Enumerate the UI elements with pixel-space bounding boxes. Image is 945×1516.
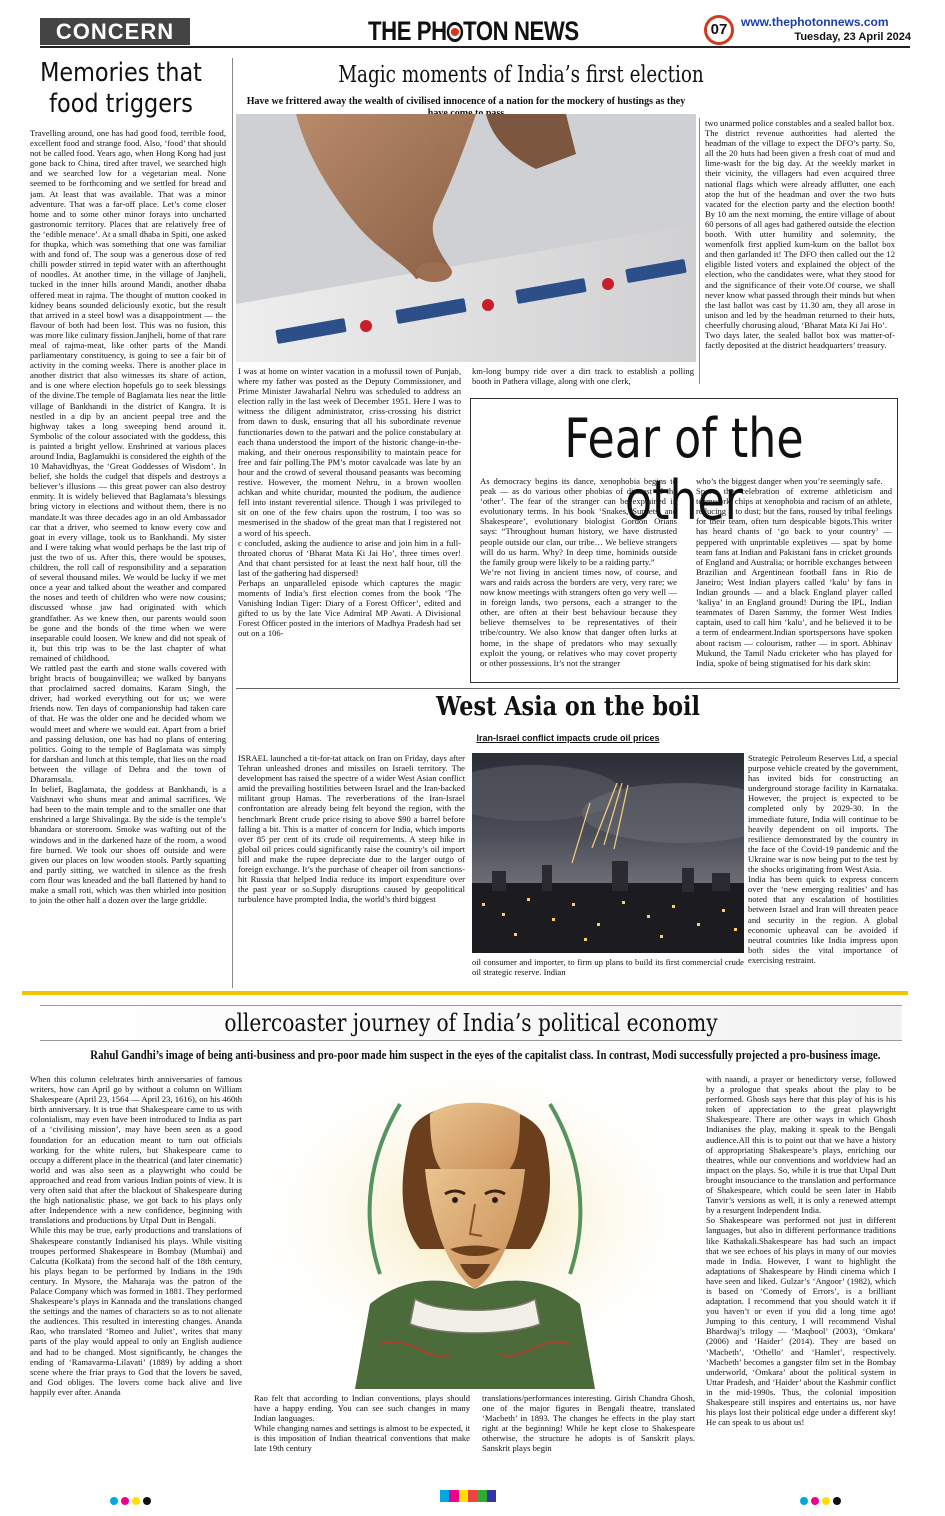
registration-marks-left bbox=[110, 1492, 190, 1502]
page-number-badge: 07 bbox=[704, 15, 734, 45]
shakespeare-portrait-illustration bbox=[250, 1074, 700, 1389]
fear-col1 bbox=[480, 476, 677, 679]
photon-globe-icon bbox=[447, 22, 463, 42]
fear-headline: Fear of the other bbox=[564, 407, 804, 532]
food-headline bbox=[36, 58, 206, 120]
paragraph: Rao felt that according to Indian conventions, plays should have a happy ending. You can see such changes in many Indian languages. bbox=[254, 1393, 470, 1424]
paragraph: km-long bumpy ride over a dirt track to establish a polling booth in Pathera village, along with one clerk, bbox=[472, 366, 694, 387]
paragraph: Travelling around, one has had good food, terrible food, excellent food and strange food. Also, ‘food’ that should not be called food. Years ago, when Hong Kong had just gone back to China, tired after travel, we searched high and we searched low for a vegetarian meal. None seemed to be forthcoming and we settled for bread and jam. At least that was available. That was a minor adventure. That was a far-off place. Let’s come closer home and to some other minor forays into uncharted gastronomic territory. Places that are relatively free of the ‘edible menace’. At a small dhaba in Spiti, one asked for thupka, which was something that one was familiar with and fond of. The soup was a generous dose of red chilli powder stirred in tepid water with an afterthought of noodles. At another time, in the village of Janjheli, tucked in the inner hills around Mandi, another dhaba offered meat in rajma. The thought of mutton cooked in kidney beans sounded deliciously exotic, but the result that arrived in a steel bowl was a disappointment — the flavour of both had been lost. This was no fusion, this was more like culinary fission.Janjheli, home of that rare meal of rajma-meat, like other parts of the Mandi parliamentary constituency, is going to see a fair bit of activity in the coming weeks. There is another place in another district that also witnesses its share of action, and is one where election hopefuls go to seek blessings of the divine.The temple of Baglamata lies near the little village of Bankhandi in the district of Kangra. It is nestled in a dip by an ancient peepal tree and the highway takes a long sweeping bend around it. Symbolic of the colour associated with the goddess, this is painted a bright yellow. Enshrined at various places around India, Baglamukhi is considered the eighth of the 10 Mahavidhyas, the ‘Great Goddesses of Wisdom’. In belief, she holds the cudgel that dispels and destroys a believer’s illusions — this great power can also destroy enmity. It is widely believed that Baglamata’s blessings bring victory in elections and without them, there is no mandate.It was three decades ago in an old Ambassador car that a driver, who seemed to know every cow and goat in every village, took us to Bankhandi. My sister and I were taking what would perhaps be the last trip of just the two of us. After this, there would be spouses, children, the roll call of responsibility and a separation of several thousand miles. We would be lucky if we met once a year and talked about the weather and compared the noses and teeth of children who were now cousins; discussed whose jaw had originated with which grandfather. As we knew then, our parents would soon be gone and the bonds of the time when we were inseparable could loosen. We knew and did not speak of it, but this trip was to be the last chapter of what remained of childhood. bbox=[30, 128, 226, 663]
paragraph: Perhaps an unparalleled episode which captures the magic moments of India’s first election comes from the book ‘The Vanishing Indian Tiger: Diary of a Forest Officer’, edited and gifted to us by the late Vice Admiral MP Awati. A Divisional Forest Officer posted in the interiors of Madhya Pradesh had set out on a 106- bbox=[238, 577, 461, 639]
shakespeare-svg bbox=[250, 1074, 700, 1389]
economy-col3 bbox=[482, 1393, 695, 1475]
economy-col2 bbox=[254, 1393, 470, 1475]
concern-section-label: CONCERN bbox=[40, 18, 190, 45]
economy-col4 bbox=[706, 1074, 896, 1474]
westasia-col1 bbox=[238, 753, 465, 985]
magenta-dot-icon bbox=[121, 1497, 129, 1505]
paragraph: Sport, the celebration of extreme athleticism and teamwork, chips at xenophobia and racism of an athlete, reducing it to dust; but the fans, roused by tribal feelings for their team, often turn despicable bigots.This writer has heard chants of ‘go back to your country’ — peppered with unprintable expletives — spat by home team fans at Indian and Pakistani fans in cricket grounds of England and Australia; or horrible exchanges between Brazilian and Argentinean football fans in Rio de Janeiro; West Indian players called ‘kalu’ by fans in Indian grounds — and a black England player called ‘kaliya’ in an England ground! During the IPL, Indian teammates of Daren Sammy, the former West Indies captain, used to call him ‘kalu’, and he believed it to be a term of endearment.Indian sportspersons have spoken about racism — colourism, rather — in sport. Abhinav Mukund, the Tamil Nadu cricketer who has played for India, spoke of being stigmatised for his dark skin: bbox=[696, 486, 892, 668]
paragraph: When this column celebrates birth anniversaries of famous writers, how can April go by without a column on William Shakespeare (April 23, 1564 — April 23, 1616), on his 460th birth anniversary. It is true that Shakespeare came to us with colonialism, may even have been introduced to India as part of a ‘civilising mission’, may have been seen as a good foundation for an education meant to turn out officials working for the white rulers, but Shakespeare came to occupy a different place in the theatrical (and later cinematic) world and was also seen as a playwright who could be approached and read from various Indian points of view. It is very often said that after the blackout of Shakespeare during the high nationalistic phase, we got back to his plays only after Independence with a new confidence, beginning with translations and productions by Utpal Dutt in Bengali. bbox=[30, 1074, 242, 1226]
black-dot-icon bbox=[833, 1497, 841, 1505]
economy-headline: ollercoaster journey of India’s political economy bbox=[224, 1009, 718, 1037]
paragraph: While changing names and settings is almost to be expected, it is this imposition of Indian theatrical conventions that make late 19th century bbox=[254, 1423, 470, 1454]
yellow-dot-icon bbox=[822, 1497, 830, 1505]
column-divider bbox=[232, 58, 233, 988]
fear-col2 bbox=[696, 476, 892, 679]
issue-date: Tuesday, 23 April 2024 bbox=[794, 31, 911, 43]
masthead-text-post: TON NEWS bbox=[463, 16, 579, 46]
paragraph: translations/performances interesting. Girish Chandra Ghosh, one of the major figures in Bengali theatre, translated ‘Macbeth’ in 1893. The changes he effects in the play start right at the beginning! While he kept close to Shakespeare otherwise, the structure he adopts is of Sanskrit plays. Sanskrit plays begin bbox=[482, 1393, 695, 1454]
food-headline-line2: food triggers bbox=[49, 89, 193, 119]
magenta-dot-icon bbox=[811, 1497, 819, 1505]
economy-col1 bbox=[30, 1074, 242, 1474]
yellow-dot-icon bbox=[132, 1497, 140, 1505]
column-divider bbox=[699, 118, 700, 384]
paragraph: c concluded, asking the audience to arise and join him in a full-throated chorus of ‘Bharat Mata Ki Jai Ho’, three times over! And that chant persisted for at least the next half hour, till the last of the gathering had dispersed! bbox=[238, 537, 461, 578]
registration-marks-right bbox=[800, 1492, 880, 1502]
evm-photo-svg bbox=[236, 114, 696, 362]
election-col3 bbox=[705, 118, 895, 384]
evm-voting-photo bbox=[236, 114, 696, 362]
paragraph: India has been quick to express concern over the ‘new emerging realities’ and has noted that any escalation of hostilities between Israel and Iran will threaten peace and security in the region. A global economic upheaval can be avoided if neutral countries like India impress upon both sides the vital importance of exercising restraint. bbox=[748, 874, 898, 965]
westasia-kicker: Iran-Israel conflict impacts crude oil prices bbox=[476, 733, 660, 743]
masthead bbox=[368, 14, 579, 48]
westasia-col3 bbox=[748, 753, 898, 985]
color-bar-center bbox=[440, 1490, 496, 1502]
black-dot-icon bbox=[143, 1497, 151, 1505]
election-col2 bbox=[472, 366, 694, 396]
westasia-headline: West Asia on the boil bbox=[435, 692, 701, 722]
paragraph: So Shakespeare was performed not just in different languages, but also in different performance traditions like Kathakali.Shakespeare has had such an impact that we see echoes of his plays in many of our movies made in India. However, I want to highlight the adaptations of Shakespeare by Hindi cinema which I have seen and liked. Gulzar’s ‘Angoor’ (1982), which is based on ‘Comedy of Errors’, is a brilliant adaptation. I recommend that you should watch it if you haven’t or even if you did a long time ago! Jumping to this century, I will recommend Vishal Bhardwaj’s trilogy — ‘Maqbool’ (2003), ‘Omkara’ (2006) and ‘Haider’ (2014). They are based on ‘Macbeth’, ‘Othello’ and ‘Hamlet’, respectively. ‘Macbeth’ becomes a gangster film set in the Bombay underworld, ‘Omkara’ about the political system in Uttar Pradesh, and ‘Haider’ about the Kashmir conflict in the mid-1990s. Thus, the colonial imposition Shakespeare still inspires and entertains us, nor have his plays lost their political edge under a different sky! He can speak to us about us! bbox=[706, 1215, 896, 1428]
tehran-night-sky-photo bbox=[472, 753, 744, 953]
paragraph: Strategic Petroleum Reserves Ltd, a special purpose vehicle created by the government, has invited bids for constructing an underground storage facility in Karnataka. However, the project is expected to be completed only by 2029-30. In the immediate future, India will continue to be heavily dependent on oil imports. The resilience demonstrated by the country in the face of the Covid-19 pandemic and the Ukraine war is now being put to the test by the shocks originating from West Asia. bbox=[748, 753, 898, 875]
paragraph: Two days later, the sealed ballot box was matter-of-factly deposited at the district headquarters’ treasury. bbox=[705, 329, 895, 351]
paragraph: who’s the biggest danger when you’re seemingly safe. bbox=[696, 476, 883, 486]
paragraph: with naandi, a prayer or benedictory verse, followed by a prologue that speaks about the play to be performed. Ghosh says here that this play of his is his token of appreciation to the great playwright Shakespeare. There are other ways in which Ghosh Indianises the play, making it speak to the Bengali audience.All this is to point out that we have a history of appropriating Shakespeare’s plays, enriching our theatres, while our conventions and worldview had an impact on the plays. So, while it is true that Utpal Dutt brought insouciance to the translation and performance of Shakespeare, which could be seen later in Habib Tanvir’s versions as well, it is only a renewed attempt by a resurgent Independent India. bbox=[706, 1074, 896, 1216]
paragraph: oil consumer and importer, to firm up plans to build its first commercial crude oil strategic reserve. Indian bbox=[472, 957, 744, 978]
food-article-body bbox=[30, 128, 226, 988]
paragraph: In belief, Baglamata, the goddess at Bankhandi, is a Vaishnavi who shuns meat and animal sacrifices. We had been to the main temple and to the smaller one that enshrined a large Shivalinga. By the side is the temple’s bhandara or storeroom. Smoke was wafting out of the windows and in the darkened haze of the room, a wood fire burned. We took our shoes off outside and were given our places on low wooden stools. Partly squatting and partly sitting, we watched in silence as the fresh corn flour was kneaded and the ball flattened by hand to make a small roti, which was then whirled into position to join the other half a dozen over the large griddle. bbox=[30, 784, 226, 906]
cyan-dot-icon bbox=[800, 1497, 808, 1505]
election-deck: Have we frittered away the wealth of civilised innocence of a nation for the mockery of hustings as they bbox=[246, 96, 686, 107]
paragraph: We’re not living in ancient times now, of course, and wars and raids across the borders are very, very rare; we now know meetings with strangers often go very well — in foreign lands, two persons, each a stranger to the other, are often at their best behaviour because they believe themselves to be representatives of their tribe/country. We also know that danger often lurks at home, in the shape of predators who may sexually exploit the young, or relatives who may covet property or other possessions. It’s not the stranger bbox=[480, 566, 677, 668]
cyan-dot-icon bbox=[110, 1497, 118, 1505]
section-separator bbox=[22, 991, 908, 995]
westasia-col2 bbox=[472, 957, 744, 979]
paragraph: ISRAEL launched a tit-for-tat attack on Iran on Friday, days after Tehran unleashed drones and missiles on Israeli territory. The development has raised the spectre of a wider West Asian conflict amid the prevailing hostilities between Israel and the Iran-backed militant group Hamas. The reverberations of the Iran-Israel confrontation are already being felt beyond the region, with the benchmark Brent crude price rising to above $90 a barrel before falling a bit. This is a matter of concern for India, which imports over 85 per cent of its crude oil requirements. A steep hike in global oil prices could significantly raise the country’s oil import bill and make the rupee depreciate due to the larger outgo of foreign exchange. It’s the purchase of cheaper oil from sanctions-hit Russia that helped India reduce its import expenditure over the past year or so.Supply disruptions caused by geopolitical turbulence have prompted India, the world’s third biggest bbox=[238, 753, 465, 905]
night-sky-svg bbox=[472, 753, 744, 953]
masthead-text-pre: THE PH bbox=[368, 16, 447, 46]
website-link[interactable]: www.thephotonnews.com bbox=[741, 15, 889, 29]
paragraph: I was at home on winter vacation in a mofussil town of Punjab, where my father was posted as the Deputy Commissioner, and Prime Minister Jawaharlal Nehru was scheduled to address an election rally in the last week of December 1951. Here I was to witness the diligent administrator, criss-crossing his district from dawn to dusk, ensuring that all his subordinate revenue functionaries down to the patwari and the police constabulary at each thana understood the import of the historic change-in-the-making, and their onerous responsibility to maintain peace for free and fair polling.The PM’s motor cavalcade was late by an hour and the crowd of several thousand peasants was becoming restive. However, the moment Nehru, in a brown woollen achkan and white churidar, mounted the podium, the audience fell into instant reverential silence. Though I was privileged to sit on one of the few chairs upon the rostrum, I too was so mesmerised in the shadow of the great man that I registered not a word of his speech. bbox=[238, 366, 461, 538]
paragraph: While this may be true, early productions and translations of Shakespeare constantly Indianised his plays. While visiting troupes performed Shakespeare in Bombay (Mumbai) and Calcutta (Kolkata) from the second half of the 18th century, his plays began to be performed by Indians in the 19th century. In Mysore, the Maharaja was the patron of the Palace Company which was formed in 1881. They performed Shakespeare’s plays in Kannada and the translations changed the settings and the names of characters so as to not alienate the audiences. This resulted in interesting changes. Ananda Rao, who translated ‘Romeo and Juliet’, writes that many parts of the play would appeal to only an English audience and had to be changed. Most significantly, he changes the ending of ‘Ramavarma-Lilavati’ (1889) by adding a short scene where the friar prays to God that the lovers be saved, and God obliges. The lovers come back alive and live happily ever after. Ananda bbox=[30, 1225, 242, 1397]
election-headline: Magic moments of India’s first election bbox=[338, 62, 704, 88]
westasia-top-rule bbox=[236, 688, 900, 689]
paragraph: As democracy begins its dance, xenophobia begins to peak — as do various other phobias of distrust of the ‘other’. The fear of the stranger can be explained in evolutionary terms. In his book ‘Snakes, Sunsets, and Shakespeare’, evolutionary biologist Gordon Orians says: “Throughout human history, we have distrusted people outside our clan, our tribe… We believe strangers will do us harm. Why? In deep time, hominids outside the family group were likely to be a raiding party.” bbox=[480, 476, 677, 567]
food-headline-line1: Memories that bbox=[40, 58, 202, 88]
economy-deck: Rahul Gandhi’s image of being anti-business and pro-poor made him suspect in the eyes of the capitalist class. In contrast, Modi successfully projected a pro-business image. bbox=[90, 1048, 881, 1062]
paragraph: The district revenue authorities had alerted the headman of the village to expect the DFO’s party. So, all the 20 huts had been given a fresh coat of mud and lime-wash for the big day. At the weekly market in their vicinity, the villagers had even acquired three national flags which were already afflutter, one each atop the hut of the headman and over the two huts vacated for the election party and the election booth! By 10 am the next morning, the entire village of about 60 persons of all ages had gathered outside the election booth. With utter humility and solemnity, the womenfolk first applied kum-kum on the ballot box and then garlanded it! The DFO then called out the 12 eligible listed voters and explained the object of the election, who the candidates were, what they stood for and the significance of their vote.Of course, we shall never know what passed through their minds but when the last ballot was cast by 11.30 am, they all arose in unison and led by the headman returned to their huts, cheerfully chorusing aloud, ‘Bharat Mata Ki Jai Ho’. bbox=[705, 128, 895, 330]
paragraph: two unarmed police constables and a sealed ballot box. bbox=[705, 118, 895, 128]
paragraph: We rattled past the earth and stone walls covered with bright bracts of bougainvillea; we walked by banyans that proclaimed sacred domains. Karam Singh, the driver, had worked everything out for us; we were friends now. Ten days of companionship had taken care of that. He was the older one and he decided whom we would meet and where we would eat. Apart from a brief and passing delusion, one has had no plans of entering politics. Going to the temple of Baglamata was simply for darshan and lunch at this temple, that lies on the road between the village of Dehra and the town of Dharamsala. bbox=[30, 662, 226, 784]
